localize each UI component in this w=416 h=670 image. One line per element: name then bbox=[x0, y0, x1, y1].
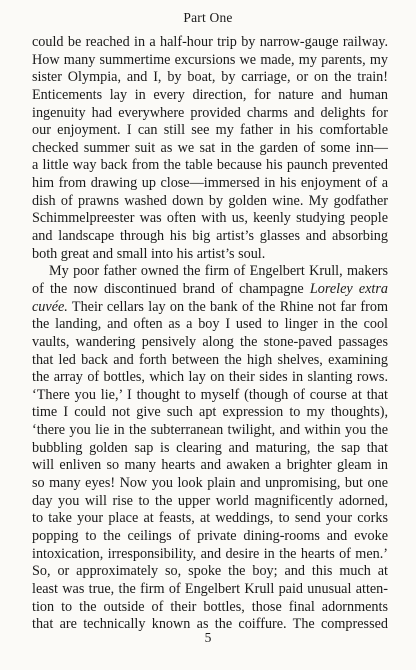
text-line: the landing, and often as a boy I used to linger in the cool bbox=[32, 316, 388, 333]
text-line: ‘there you lie in the subterranean twilight, and within you the bbox=[32, 422, 388, 439]
text-line: so many eyes! Now you look plain and unpromising, but one bbox=[32, 475, 388, 492]
text-line: that are technically known as the coiffure. The compressed bbox=[32, 616, 388, 633]
text-line: So, or approximately so, spoke the boy; and this much at bbox=[32, 563, 388, 580]
text-line: cuvée. Their cellars lay on the bank of the Rhine not far from bbox=[32, 298, 388, 315]
text-line: intoxication, irresponsibility, and desire in the hearts of men.’ bbox=[32, 545, 388, 562]
text-line: that led back and forth between the high shelves, examining bbox=[32, 351, 388, 368]
text-line: least was true, the firm of Engelbert Krull paid unusual atten- bbox=[32, 580, 388, 597]
text-line: My poor father owned the firm of Engelbert Krull, makers bbox=[49, 263, 388, 280]
text-line: checked summer suit as we sat in the garden of some inn— bbox=[32, 139, 388, 156]
text-line: both great and small into his artist’s soul. bbox=[32, 245, 266, 262]
text-line: How many summertime excursions we made, my parents, my bbox=[32, 51, 388, 68]
text-line: Schimmelpreester was often with us, keenly studying people bbox=[32, 210, 388, 227]
text-line: day you will rise to the upper world magnificently adorned, bbox=[32, 492, 388, 509]
text-line: will enliven so many hearts and awaken a brighter gleam in bbox=[32, 457, 388, 474]
text-line: popping to the ceilings of private dining-rooms and evoke bbox=[32, 527, 388, 544]
text-line: vaults, wandering pensively along the stone-paved passages bbox=[32, 333, 388, 350]
text-line: sister Olympia, and I, by boat, by carriage, or on the train! bbox=[32, 69, 388, 86]
text-line: our enjoyment. I can still see my father in his comfortable bbox=[32, 122, 388, 139]
text-line: and landscape through his big artist’s glasses and absorbing bbox=[32, 228, 388, 245]
text-line: a little way back from the table because his paunch prevented bbox=[32, 157, 388, 174]
text-line: the array of bottles, which lay on their sides in slanting rows. bbox=[32, 369, 388, 386]
text-line: of the now discontinued brand of champagne Loreley extra bbox=[32, 280, 388, 297]
text-line: dish of prawns washed down by golden wine. My godfather bbox=[32, 192, 388, 209]
running-head: Part One bbox=[183, 10, 233, 25]
text-line: bubbling golden sap is clearing and maturing, the sap that bbox=[32, 439, 388, 456]
text-line: Enticements lay in every direction, for nature and human bbox=[32, 86, 388, 103]
text-line: to take your place at feasts, at weddings, to send your corks bbox=[32, 510, 388, 527]
text-line: ‘There you lie,’ I thought to myself (though of course at that bbox=[32, 386, 388, 403]
text-line: time I could not give such apt expression to my thoughts), bbox=[32, 404, 388, 421]
text-line: could be reached in a half-hour trip by narrow-gauge railway. bbox=[32, 34, 388, 50]
page-number: 5 bbox=[204, 630, 212, 645]
text-line: ingenuity had everywhere provided charms and delights for bbox=[32, 104, 388, 121]
body-text bbox=[32, 34, 388, 634]
text-line: tion to the outside of their bottles, those final adornments bbox=[32, 598, 388, 615]
text-line: him from drawing up close—immersed in his enjoyment of a bbox=[32, 175, 388, 192]
